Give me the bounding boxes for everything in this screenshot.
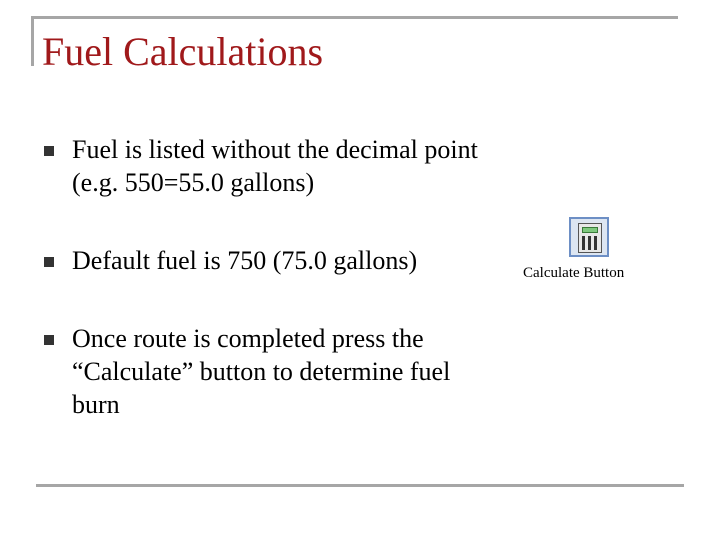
bullet-text: Fuel is listed without the decimal point (e.g. 550=55.0 gallons) [72,135,478,197]
bullet-item [42,133,502,199]
calculator-screen [582,227,598,233]
bullet-text: Once route is completed press the “Calculate” button to determine fuel burn [72,324,451,419]
top-rule [31,16,678,19]
calculate-button-caption: Calculate Button [523,265,625,281]
left-rule [31,16,34,66]
square-bullet-icon [44,335,54,345]
calculator-body [578,223,602,253]
square-bullet-icon [44,257,54,267]
slide-title: Fuel Calculations [42,29,324,74]
square-bullet-icon [44,146,54,156]
calculator-icon[interactable] [569,217,609,257]
bullet-item [42,244,502,277]
bullet-list [42,133,502,421]
bottom-rule [36,484,684,487]
bullet-item [42,322,502,421]
bullet-text: Default fuel is 750 (75.0 gallons) [72,246,418,275]
calculator-keys [582,236,598,250]
